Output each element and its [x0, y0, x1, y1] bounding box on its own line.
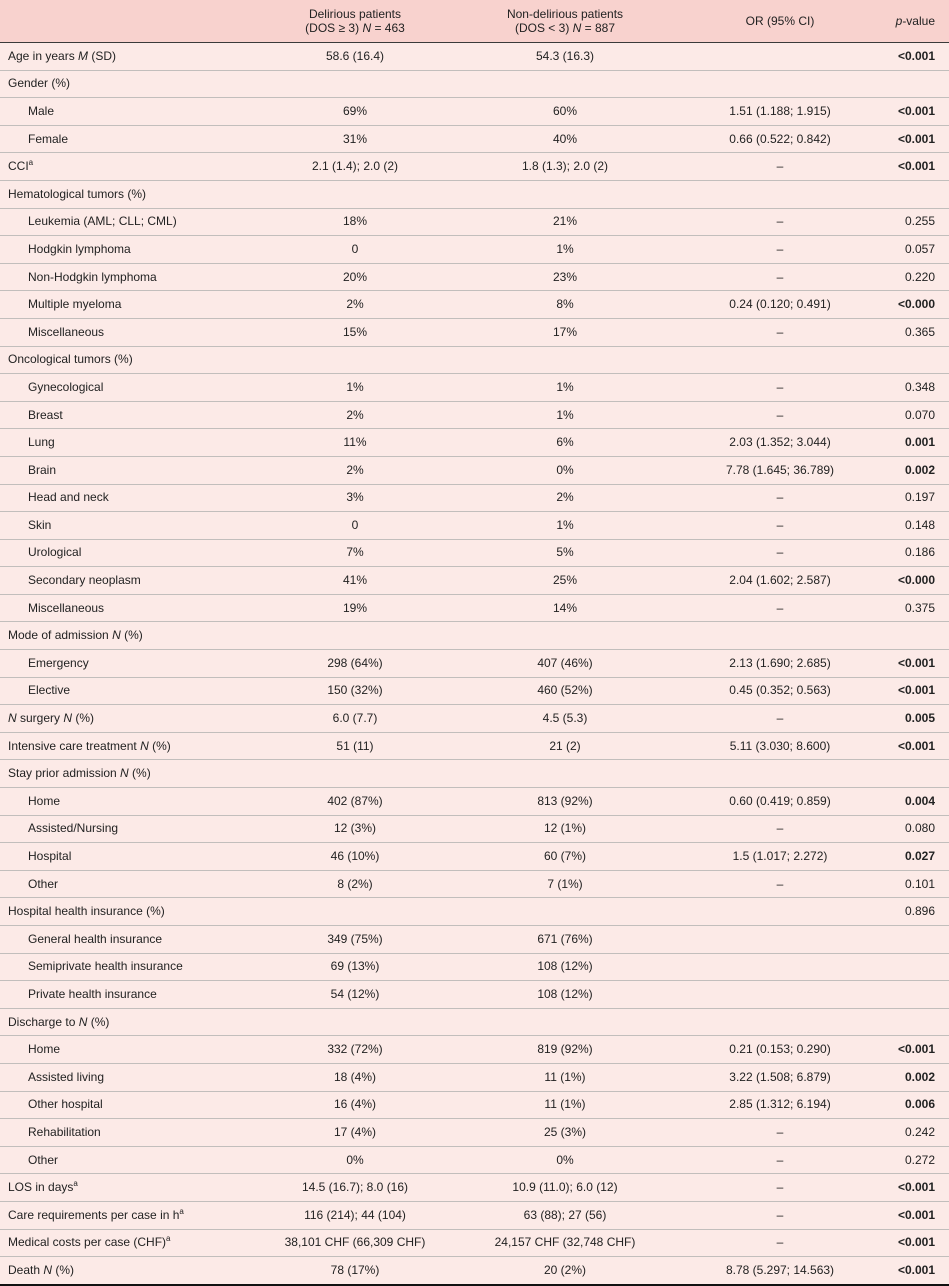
row-label: Miscellaneous	[0, 594, 265, 622]
nondelirious-value: 23%	[445, 263, 685, 291]
p-value: <0.001	[875, 1257, 949, 1285]
delirious-value: 16 (4%)	[265, 1091, 445, 1119]
row-label: Rehabilitation	[0, 1119, 265, 1147]
section-row	[0, 1008, 949, 1036]
row-label: Oncological tumors (%)	[0, 346, 265, 374]
or-value: –	[685, 594, 875, 622]
or-value	[685, 346, 875, 374]
p-value	[875, 953, 949, 981]
or-value: –	[685, 870, 875, 898]
table-row	[0, 98, 949, 126]
row-label: General health insurance	[0, 926, 265, 954]
or-value	[685, 926, 875, 954]
table-header	[0, 0, 949, 43]
nondelirious-value: 819 (92%)	[445, 1036, 685, 1064]
row-label: Miscellaneous	[0, 318, 265, 346]
or-value	[685, 898, 875, 926]
or-value: 0.21 (0.153; 0.290)	[685, 1036, 875, 1064]
nondelirious-value	[445, 180, 685, 208]
table-row	[0, 732, 949, 760]
delirious-value: 6.0 (7.7)	[265, 705, 445, 733]
or-value: 0.66 (0.522; 0.842)	[685, 125, 875, 153]
or-value	[685, 981, 875, 1009]
p-value: <0.001	[875, 43, 949, 71]
or-value: –	[685, 208, 875, 236]
delirious-value: 7%	[265, 539, 445, 567]
nondelirious-value: 63 (88); 27 (56)	[445, 1201, 685, 1229]
row-label: Assisted/Nursing	[0, 815, 265, 843]
table-row	[0, 953, 949, 981]
delirious-value: 402 (87%)	[265, 788, 445, 816]
p-value	[875, 981, 949, 1009]
section-row	[0, 760, 949, 788]
nondelirious-value: 7 (1%)	[445, 870, 685, 898]
table-row	[0, 1229, 949, 1257]
p-value: <0.000	[875, 291, 949, 319]
table-row	[0, 1119, 949, 1147]
or-value: –	[685, 374, 875, 402]
row-label: Care requirements per case in $h^a$	[0, 1201, 265, 1229]
nondelirious-value: 407 (46%)	[445, 650, 685, 678]
p-value	[875, 926, 949, 954]
or-value: –	[685, 1174, 875, 1202]
or-value: –	[685, 236, 875, 264]
row-label: Skin	[0, 512, 265, 540]
nondelirious-value: 60%	[445, 98, 685, 126]
or-value: 5.11 (3.030; 8.600)	[685, 732, 875, 760]
delirious-value: 150 (32%)	[265, 677, 445, 705]
delirious-value: 1%	[265, 374, 445, 402]
nondelirious-value: 1%	[445, 512, 685, 540]
nondelirious-value: 11 (1%)	[445, 1063, 685, 1091]
table-row	[0, 401, 949, 429]
nondelirious-value: 21%	[445, 208, 685, 236]
p-value	[875, 1008, 949, 1036]
delirious-value: 2%	[265, 291, 445, 319]
row-label: Other hospital	[0, 1091, 265, 1119]
row-label: Home	[0, 1036, 265, 1064]
delirious-value: 58.6 (16.4)	[265, 43, 445, 71]
p-value: 0.005	[875, 705, 949, 733]
row-label: Other	[0, 1146, 265, 1174]
p-value: 0.148	[875, 512, 949, 540]
p-value: 0.002	[875, 456, 949, 484]
delirious-value: 15%	[265, 318, 445, 346]
or-value: 7.78 (1.645; 36.789)	[685, 456, 875, 484]
or-value: 8.78 (5.297; 14.563)	[685, 1257, 875, 1285]
row-label: Home	[0, 788, 265, 816]
or-value	[685, 622, 875, 650]
nondelirious-value: 25%	[445, 567, 685, 595]
or-value: –	[685, 484, 875, 512]
table-row	[0, 1063, 949, 1091]
table-row	[0, 236, 949, 264]
or-value: –	[685, 401, 875, 429]
p-value: <0.001	[875, 1201, 949, 1229]
row-label: Mode of admission N (%)	[0, 622, 265, 650]
row-label: Elective	[0, 677, 265, 705]
delirious-value: 19%	[265, 594, 445, 622]
delirious-value: 18 (4%)	[265, 1063, 445, 1091]
nondelirious-value	[445, 346, 685, 374]
nondelirious-value: 1.8 (1.3); 2.0 (2)	[445, 153, 685, 181]
row-label: Discharge to N (%)	[0, 1008, 265, 1036]
delirious-value: 38,101 CHF (66,309 CHF)	[265, 1229, 445, 1257]
p-value: 0.197	[875, 484, 949, 512]
section-row	[0, 898, 949, 926]
p-value: 0.242	[875, 1119, 949, 1147]
nondelirious-value: 10.9 (11.0); 6.0 (12)	[445, 1174, 685, 1202]
p-value: 0.002	[875, 1063, 949, 1091]
delirious-value: 12 (3%)	[265, 815, 445, 843]
table-row	[0, 677, 949, 705]
or-value	[685, 1008, 875, 1036]
table-row	[0, 429, 949, 457]
nondelirious-value: 11 (1%)	[445, 1091, 685, 1119]
row-label: Age in years M (SD)	[0, 43, 265, 71]
table-row	[0, 153, 949, 181]
row-label: Male	[0, 98, 265, 126]
row-label: Leukemia (AML; CLL; CML)	[0, 208, 265, 236]
p-value: 0.272	[875, 1146, 949, 1174]
table-row	[0, 926, 949, 954]
nondelirious-value: 108 (12%)	[445, 981, 685, 1009]
nondelirious-value: 4.5 (5.3)	[445, 705, 685, 733]
delirious-value: 46 (10%)	[265, 843, 445, 871]
or-value: –	[685, 1229, 875, 1257]
delirious-value: 2.1 (1.4); 2.0 (2)	[265, 153, 445, 181]
p-value: <0.001	[875, 1036, 949, 1064]
or-value	[685, 43, 875, 71]
table-row	[0, 1174, 949, 1202]
row-label: Hodgkin lymphoma	[0, 236, 265, 264]
table-row	[0, 1091, 949, 1119]
row-label: Assisted living	[0, 1063, 265, 1091]
row-label: Urological	[0, 539, 265, 567]
nondelirious-value: 671 (76%)	[445, 926, 685, 954]
p-value: 0.255	[875, 208, 949, 236]
delirious-value: 51 (11)	[265, 732, 445, 760]
nondelirious-value	[445, 760, 685, 788]
nondelirious-value	[445, 898, 685, 926]
delirious-value: 14.5 (16.7); 8.0 (16)	[265, 1174, 445, 1202]
delirious-value: 298 (64%)	[265, 650, 445, 678]
row-label: Multiple myeloma	[0, 291, 265, 319]
row-label: Intensive care treatment N (%)	[0, 732, 265, 760]
table-row	[0, 815, 949, 843]
nondelirious-value: 0%	[445, 456, 685, 484]
row-label: Hospital health insurance (%)	[0, 898, 265, 926]
p-value: <0.001	[875, 650, 949, 678]
table-row	[0, 650, 949, 678]
row-label-column-header	[0, 0, 265, 43]
p-value: 0.080	[875, 815, 949, 843]
or-value: 2.03 (1.352; 3.044)	[685, 429, 875, 457]
delirious-value: 8 (2%)	[265, 870, 445, 898]
delirious-value: 2%	[265, 456, 445, 484]
delirious-value: 54 (12%)	[265, 981, 445, 1009]
nondelirious-value: 20 (2%)	[445, 1257, 685, 1285]
section-row	[0, 180, 949, 208]
section-row	[0, 70, 949, 98]
section-row	[0, 346, 949, 374]
table-row	[0, 870, 949, 898]
or-value: –	[685, 705, 875, 733]
delirious-value: 69%	[265, 98, 445, 126]
delirious-value	[265, 346, 445, 374]
nondelirious-value: 813 (92%)	[445, 788, 685, 816]
p-value: 0.004	[875, 788, 949, 816]
table-header-row	[0, 0, 949, 43]
table-row	[0, 788, 949, 816]
row-label: Private health insurance	[0, 981, 265, 1009]
table-body	[0, 43, 949, 1285]
p-value: <0.001	[875, 677, 949, 705]
row-label: Non-Hodgkin lymphoma	[0, 263, 265, 291]
or-value: 0.24 (0.120; 0.491)	[685, 291, 875, 319]
or-value: 1.51 (1.188; 1.915)	[685, 98, 875, 126]
or-value: 1.5 (1.017; 2.272)	[685, 843, 875, 871]
delirious-value: 31%	[265, 125, 445, 153]
delirious-value: 69 (13%)	[265, 953, 445, 981]
or-value: 3.22 (1.508; 6.879)	[685, 1063, 875, 1091]
row-label: LOS in days$^a$	[0, 1174, 265, 1202]
table-row	[0, 456, 949, 484]
row-label: Secondary neoplasm	[0, 567, 265, 595]
nondelirious-value: 1%	[445, 374, 685, 402]
nondelirious-value	[445, 1008, 685, 1036]
row-label: N surgery N (%)	[0, 705, 265, 733]
nondelirious-value: 5%	[445, 539, 685, 567]
or-value: –	[685, 1119, 875, 1147]
p-value: <0.000	[875, 567, 949, 595]
row-label: Hospital	[0, 843, 265, 871]
row-label: Medical costs per case (CHF)$^a$	[0, 1229, 265, 1257]
p-value: 0.057	[875, 236, 949, 264]
nondelirious-value: 40%	[445, 125, 685, 153]
p-value: 0.027	[875, 843, 949, 871]
p-value: 0.006	[875, 1091, 949, 1119]
p-value: 0.101	[875, 870, 949, 898]
nondelirious-value	[445, 622, 685, 650]
or-value: –	[685, 815, 875, 843]
table-row	[0, 1146, 949, 1174]
delirious-value: 0	[265, 236, 445, 264]
or-value	[685, 180, 875, 208]
row-label: Other	[0, 870, 265, 898]
nondelirious-value: 24,157 CHF (32,748 CHF)	[445, 1229, 685, 1257]
delirious-value: 17 (4%)	[265, 1119, 445, 1147]
delirious-value: 349 (75%)	[265, 926, 445, 954]
section-row	[0, 622, 949, 650]
delirious-value	[265, 180, 445, 208]
table-row	[0, 1257, 949, 1285]
nondelirious-column-header: Non-delirious patients (DOS < 3) N = 887	[445, 0, 685, 43]
nondelirious-value: 0%	[445, 1146, 685, 1174]
table-row	[0, 484, 949, 512]
p-value: 0.375	[875, 594, 949, 622]
or-value: –	[685, 318, 875, 346]
or-value: 2.13 (1.690; 2.685)	[685, 650, 875, 678]
delirious-column-header: Delirious patients (DOS ≥ 3) N = 463	[265, 0, 445, 43]
delirious-value	[265, 898, 445, 926]
or-value: –	[685, 539, 875, 567]
delirious-value: 41%	[265, 567, 445, 595]
row-label: Gynecological	[0, 374, 265, 402]
row-label: Brain	[0, 456, 265, 484]
table-row	[0, 512, 949, 540]
delirious-value: 2%	[265, 401, 445, 429]
delirious-value	[265, 622, 445, 650]
p-value: 0.070	[875, 401, 949, 429]
delirious-value: 116 (214); 44 (104)	[265, 1201, 445, 1229]
nondelirious-value: 14%	[445, 594, 685, 622]
nondelirious-value: 25 (3%)	[445, 1119, 685, 1147]
p-value: <0.001	[875, 153, 949, 181]
nondelirious-value: 6%	[445, 429, 685, 457]
p-value: <0.001	[875, 732, 949, 760]
table-row	[0, 539, 949, 567]
p-value-column-header: p-value	[875, 0, 949, 43]
nondelirious-value: 460 (52%)	[445, 677, 685, 705]
or-value: 0.60 (0.419; 0.859)	[685, 788, 875, 816]
row-label: Death N (%)	[0, 1257, 265, 1285]
row-label: Semiprivate health insurance	[0, 953, 265, 981]
table-row	[0, 567, 949, 595]
delirious-value: 18%	[265, 208, 445, 236]
nondelirious-value: 108 (12%)	[445, 953, 685, 981]
delirious-value: 0%	[265, 1146, 445, 1174]
p-value: 0.348	[875, 374, 949, 402]
nondelirious-value: 1%	[445, 236, 685, 264]
p-value: <0.001	[875, 1174, 949, 1202]
nondelirious-value: 2%	[445, 484, 685, 512]
delirious-value	[265, 70, 445, 98]
p-value: 0.001	[875, 429, 949, 457]
table-row	[0, 1036, 949, 1064]
table-row	[0, 125, 949, 153]
row-label: Hematological tumors (%)	[0, 180, 265, 208]
p-value	[875, 70, 949, 98]
p-value: <0.001	[875, 1229, 949, 1257]
or-value: –	[685, 1146, 875, 1174]
row-label: CCI$^a$	[0, 153, 265, 181]
table-row	[0, 843, 949, 871]
or-column-header: OR (95% CI)	[685, 0, 875, 43]
p-value: 0.365	[875, 318, 949, 346]
table-row	[0, 705, 949, 733]
row-label: Head and neck	[0, 484, 265, 512]
or-value: 0.45 (0.352; 0.563)	[685, 677, 875, 705]
nondelirious-value: 21 (2)	[445, 732, 685, 760]
delirious-value: 11%	[265, 429, 445, 457]
p-value	[875, 180, 949, 208]
table-row	[0, 374, 949, 402]
p-value: 0.186	[875, 539, 949, 567]
p-value	[875, 346, 949, 374]
nondelirious-value: 12 (1%)	[445, 815, 685, 843]
table-row	[0, 594, 949, 622]
or-value: –	[685, 512, 875, 540]
nondelirious-value: 60 (7%)	[445, 843, 685, 871]
or-value: –	[685, 153, 875, 181]
or-value: –	[685, 1201, 875, 1229]
delirious-value: 3%	[265, 484, 445, 512]
p-value	[875, 760, 949, 788]
nondelirious-value: 17%	[445, 318, 685, 346]
row-label: Emergency	[0, 650, 265, 678]
delirious-value: 332 (72%)	[265, 1036, 445, 1064]
p-value	[875, 622, 949, 650]
or-value: 2.85 (1.312; 6.194)	[685, 1091, 875, 1119]
row-label: Breast	[0, 401, 265, 429]
nondelirious-value: 54.3 (16.3)	[445, 43, 685, 71]
delirious-value: 20%	[265, 263, 445, 291]
table-row	[0, 1201, 949, 1229]
table-row	[0, 43, 949, 71]
p-value: <0.001	[875, 125, 949, 153]
delirious-value	[265, 760, 445, 788]
table-row	[0, 318, 949, 346]
row-label: Gender (%)	[0, 70, 265, 98]
p-value: 0.896	[875, 898, 949, 926]
table-row	[0, 291, 949, 319]
p-value: 0.220	[875, 263, 949, 291]
or-value: –	[685, 263, 875, 291]
or-value	[685, 760, 875, 788]
row-label: Lung	[0, 429, 265, 457]
table-row	[0, 981, 949, 1009]
nondelirious-value	[445, 70, 685, 98]
delirious-value	[265, 1008, 445, 1036]
table-row	[0, 263, 949, 291]
delirious-value: 78 (17%)	[265, 1257, 445, 1285]
row-label: Stay prior admission N (%)	[0, 760, 265, 788]
p-value: <0.001	[875, 98, 949, 126]
or-value	[685, 953, 875, 981]
or-value	[685, 70, 875, 98]
row-label: Female	[0, 125, 265, 153]
nondelirious-value: 1%	[445, 401, 685, 429]
nondelirious-value: 8%	[445, 291, 685, 319]
or-value: 2.04 (1.602; 2.587)	[685, 567, 875, 595]
table-row	[0, 208, 949, 236]
delirious-value: 0	[265, 512, 445, 540]
